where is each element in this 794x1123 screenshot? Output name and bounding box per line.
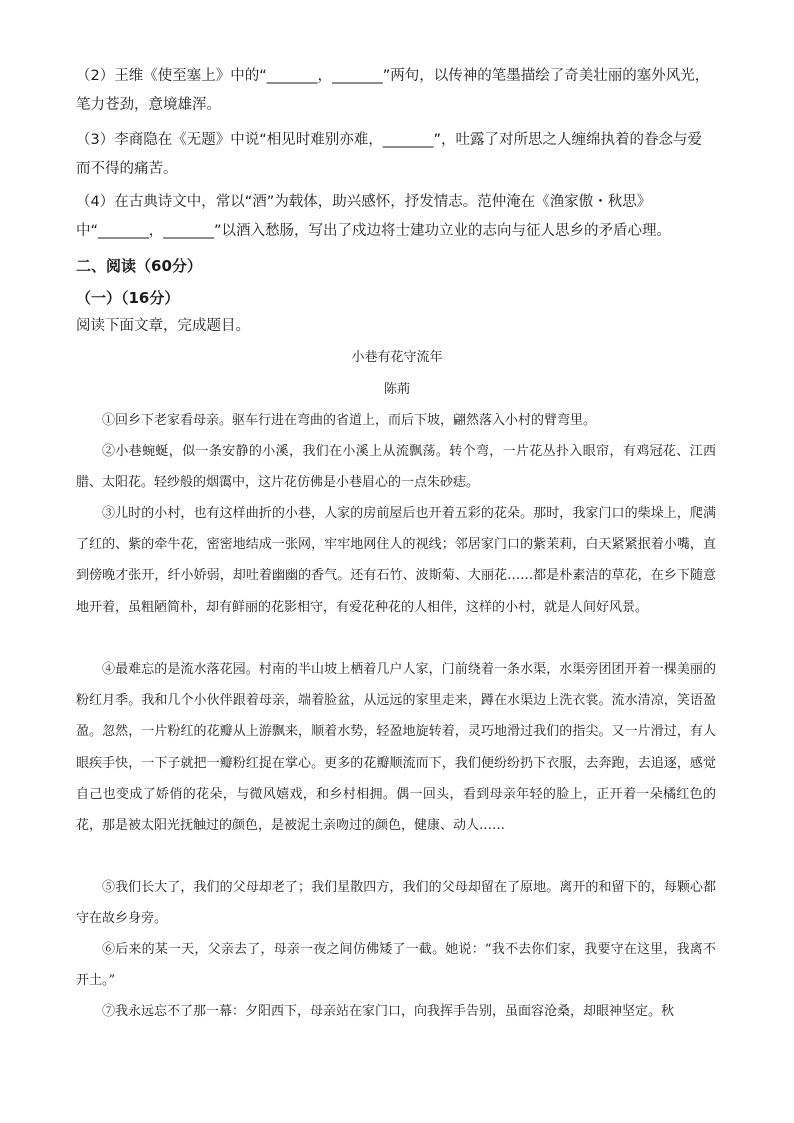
article-title: 小巷有花守流年 bbox=[351, 350, 443, 365]
article-paragraph-2: ②小巷蜿蜒，似一条安静的小溪，我们在小溪上从流飘荡。转个弯，一片花丛扑入眼帘，有鸡冠花、江西腊、太阳花。轻纱般的烟霭中，这片花仿佛是小巷眉心的一点朱砂痣。 bbox=[76, 444, 716, 491]
question-3: （3）李商隐在《无题》中说“相见时难别亦难，_______”，吐露了对所思之人缠绵执着的眷念与爱而不得的痛苦。 bbox=[76, 132, 702, 177]
article-paragraph-7: ⑦我永远忘不了那一幕：夕阳西下，母亲站在家门口，向我挥手告别，虽面容沧桑，却眼神坚定。秋 bbox=[102, 1004, 675, 1019]
question-2: （2）王维《使至塞上》中的“_______，_______”两句，以传神的笔墨描绘了奇美壮丽的塞外风光，笔力苍劲，意境雄浑。 bbox=[76, 68, 710, 113]
question-4: （4）在古典诗文中，常以“酒”为载体，助兴感怀，抒发情志。范仲淹在《渔家傲・秋思》中“_______，_______”以酒入愁肠，写出了戍边将士建功立业的志向与征人思乡的矛盾心理。 bbox=[76, 194, 672, 239]
article-paragraph-1: ①回乡下老家看母亲。驱车行进在弯曲的省道上，而后下坡，翩然落入小村的臂弯里。 bbox=[102, 413, 597, 428]
article-paragraph-3: ③儿时的小村，也有这样曲折的小巷，人家的房前屋后也开着五彩的花朵。那时，我家门口的柴垛上，爬满了红的、紫的牵牛花，密密地结成一张网，牢牢地网住人的视线；邻居家门口的紫茉莉，白天紧紧抿着小嘴，直到傍晚才张开，纤小娇弱，却吐着幽幽的香气。还有石竹、波斯菊、大丽花……都是朴素洁的草花，在乡下随意地开着，虽粗陋简朴，却有鲜丽的花影相守，有爱花种花的人相伴，这样的小村，就是人间好风景。 bbox=[76, 506, 716, 615]
article-paragraph-5: ⑤我们长大了，我们的父母却老了；我们星散四方，我们的父母却留在了原地。离开的和留下的，每颗心都守在故乡身旁。 bbox=[76, 880, 716, 927]
article-paragraph-4: ④最难忘的是流水落花园。村南的半山坡上栖着几户人家，门前绕着一条水渠，水渠旁团团开着一棵美丽的粉红月季。我和几个小伙伴跟着母亲，端着脸盆，从远远的家里走来，蹲在水渠边上洗衣裳。流水清凉，笑语盈盈。忽然，一片粉红的花瓣从上游飘来，顺着水势，轻盈地旋转着，灵巧地滑过我们的指尖。又一片滑过，有人眼疾手快，一下子就把一瓣粉红捉在掌心。更多的花瓣顺流而下，我们便纷纷扔下衣服，去奔跑，去追逐，感觉自己也变成了娇俏的花朵，与微风嬉戏，和乡村相拥。偶一回头，看到母亲年轻的脸上，正开着一朵橘红色的花，那是被太阳光抚触过的颜色，是被泥土亲吻过的颜色，健康、动人…… bbox=[76, 662, 716, 834]
reading-instruction: 阅读下面文章，完成题目。 bbox=[76, 318, 250, 334]
section-title: 二、阅读（60分） bbox=[76, 257, 202, 275]
subsection-title: （一）（16分） bbox=[76, 289, 180, 307]
article-author: 陈荊 bbox=[383, 382, 410, 397]
article-paragraph-6: ⑥后来的某一天，父亲去了，母亲一夜之间仿佛矮了一截。她说：“我不去你们家，我要守在这里，我离不开土。” bbox=[76, 942, 716, 989]
